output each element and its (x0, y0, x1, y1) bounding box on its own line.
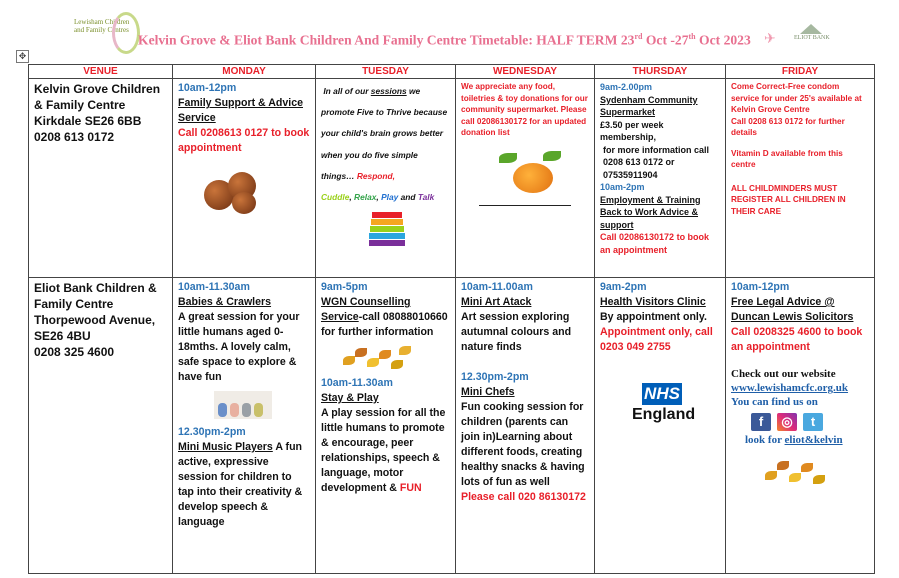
venue-phone: 0208 325 4600 (34, 345, 115, 359)
session-title: Supermarket (600, 107, 656, 117)
booking-call: Call 02086130172 to book an appointment (600, 232, 710, 255)
booking-call: Call 0208613 0127 to book appointment (178, 127, 310, 154)
venue-line: Family Centre (34, 297, 114, 311)
session-time: 10am-11.30am (321, 377, 393, 389)
session-title: support (600, 219, 634, 230)
comma: , (376, 192, 382, 203)
eb-monday-cell (173, 278, 316, 574)
kg-monday-cell (173, 79, 316, 278)
title-mid: Oct -27 (642, 32, 689, 48)
info-contact: for more information call 0208 613 0172 or 07535911904 (603, 144, 710, 180)
page-title (138, 32, 751, 49)
session-title: Babies & Crawlers (178, 296, 272, 308)
membership-price: £3.50 per week membership, (600, 119, 664, 142)
venue-phone: 0208 613 0172 (34, 130, 115, 144)
venue-line: Eliot Bank Children & (34, 281, 157, 295)
cuddle: Cuddle (321, 192, 350, 203)
session-time: 9am-2.00pm (600, 82, 653, 92)
session-title: Mini Art Atack (461, 296, 532, 308)
title-main: Kelvin Grove & Eliot Bank Children And Family Centre Timetable: HALF TERM 23 (138, 32, 635, 48)
booking-call: Call 0208325 4600 to book an appointment (731, 326, 863, 353)
session-time: 10am-11.00am (461, 281, 533, 293)
details-call: Call 0208 613 0172 for further details (731, 116, 845, 137)
session-time: 12.30pm-2pm (178, 426, 246, 438)
nhs-england-logo (632, 383, 696, 425)
session-title: Service (321, 311, 359, 323)
venue-line: SE26 4BU (34, 329, 91, 343)
session-title: Back to Work Advice & (600, 207, 699, 217)
eb-tuesday-cell (316, 278, 456, 574)
booking-call: Appointment only, call 0203 049 2755 (600, 326, 713, 353)
kg-tuesday-cell (316, 79, 456, 278)
and: and (398, 192, 418, 203)
title-sup-th: th (688, 32, 696, 41)
session-title: WGN Counselling (321, 296, 411, 308)
venue-line: Thorpewood Avenue, (34, 313, 156, 327)
session-title: Duncan Lewis Solicitors (731, 311, 854, 323)
autumn-leaves-icon (343, 344, 413, 376)
house-icon (800, 24, 822, 34)
five-to-thrive-blocks-icon (369, 212, 405, 246)
session-time: 10am-12pm (731, 281, 790, 293)
lewisham-cfc-logo (72, 12, 134, 48)
eb-wednesday-cell (456, 278, 595, 574)
page-header (72, 10, 842, 56)
venue-kelvin-grove (29, 79, 173, 278)
fun-text: FUN (399, 482, 422, 494)
logo-swirl-icon (112, 12, 140, 54)
relax: Relax (354, 192, 377, 203)
col-wednesday: WEDNESDAY (456, 65, 595, 79)
england-text: England (632, 406, 696, 423)
condom-service-notice: Come Correct-Free condom service for under 25's available at Kelvin Grove Centre (731, 82, 862, 114)
t1b: we promote Five to Thrive because your child's brain grows better when you do five simple things… (321, 86, 448, 181)
session-desc: A fun active, expressive session for children to tap into their creativity & develop speech & language (178, 441, 303, 528)
respond: Respond, (356, 170, 395, 181)
eb-friday-cell (726, 278, 875, 574)
chestnut-icon (204, 172, 264, 216)
talk: Talk (417, 192, 435, 203)
booking-call: Please call 020 86130172 (461, 491, 586, 503)
nhs-logo-text: NHS (642, 383, 682, 405)
kg-friday-cell (726, 79, 875, 278)
session-desc: By appointment only. (600, 311, 707, 323)
website-link[interactable]: www.lewishamcfc.org.uk (731, 382, 849, 394)
session-title: Service (178, 112, 216, 124)
session-time: 12.30pm-2pm (461, 371, 529, 383)
children-photo-icon (214, 391, 272, 419)
instagram-icon[interactable]: ◎ (777, 413, 797, 431)
donation-notice: We appreciate any food, toiletries & toy donations for our community supermarket. Please call 02086130172 for an updated donation list (461, 82, 588, 137)
facebook-icon[interactable]: f (751, 413, 771, 431)
session-time: 10am-11.30am (178, 281, 250, 293)
session-desc: Fun cooking session for children (parents can join in)Learning about different foods, creating healthy snacks & having lots of fun as well (461, 401, 585, 488)
session-title: Mini Music Players (178, 441, 273, 453)
venue-line: Kelvin Grove Children (34, 82, 161, 96)
eliot-bank-logo-text: ELIOT BANK (794, 35, 830, 41)
divider (479, 205, 571, 206)
bird-icon: ✈ (764, 30, 776, 46)
venue-line: & Family Centre (34, 98, 126, 112)
logo-text: Lewisham Children and Family Centres (74, 18, 130, 34)
t1u: sessions (370, 86, 407, 96)
title-end: Oct 2023 (695, 32, 751, 48)
pumpkin-icon (495, 149, 565, 199)
col-monday: MONDAY (173, 65, 316, 79)
eliot-bank-mark (794, 24, 830, 48)
session-title: Sydenham Community (600, 94, 698, 105)
website-prompt: Check out our website (731, 368, 836, 380)
col-venue: VENUE (29, 65, 173, 79)
social-prompt: You can find us on (731, 396, 818, 408)
childminder-notice: ALL CHILDMINDERS MUST REGISTER ALL CHILDREN IN THEIR CARE (731, 183, 846, 216)
session-desc: Art session exploring autumnal colours and nature finds (461, 311, 572, 353)
t1: In all of our (323, 86, 369, 96)
kg-wednesday-cell (456, 79, 595, 278)
comma: , (349, 192, 355, 203)
table-row (29, 79, 875, 278)
col-friday: FRIDAY (726, 65, 875, 79)
session-desc: A great session for your little humans aged 0-18mths. A lovely calm, safe space to explore & have fun (178, 311, 300, 383)
session-title: Free Legal Advice @ (731, 296, 835, 308)
timetable (28, 64, 875, 574)
table-move-handle-icon[interactable]: ✥ (16, 50, 29, 63)
session-title: Mini Chefs (461, 386, 515, 398)
col-thursday: THURSDAY (595, 65, 726, 79)
eb-thursday-cell (595, 278, 726, 574)
venue-eliot-bank (29, 278, 173, 574)
session-time: 10am-12pm (178, 82, 237, 94)
autumn-leaves-icon (765, 457, 835, 489)
table-row (29, 278, 875, 574)
venue-line: Kirkdale SE26 6BB (34, 114, 142, 128)
session-time: 9am-5pm (321, 281, 368, 293)
look-for-text: look for (745, 434, 785, 446)
session-title: Employment & Training (600, 194, 701, 205)
kg-thursday-cell (595, 79, 726, 278)
vitamin-d-notice: Vitamin D available from this centre (731, 148, 843, 169)
title-sup-rd: rd (634, 32, 643, 41)
session-desc: A play session for all the little humans to promote & encourage, peer relationships, speech & language, motor development & (321, 407, 446, 494)
session-time: 9am-2pm (600, 281, 647, 293)
play: Play (381, 192, 399, 203)
session-title: Health Visitors Clinic (600, 296, 706, 308)
eliot-bank-logo (764, 24, 836, 50)
session-desc: -call 08088010660 for further information (321, 311, 448, 338)
session-time: 10am-2pm (600, 182, 645, 192)
twitter-icon[interactable]: t (803, 413, 823, 431)
social-handle: eliot&kelvin (784, 434, 843, 446)
table-header-row (29, 65, 875, 79)
five-to-thrive-text (321, 81, 450, 208)
session-title: Stay & Play (321, 392, 379, 404)
session-title: Family Support & Advice (178, 97, 303, 109)
social-icons (751, 413, 869, 433)
col-tuesday: TUESDAY (316, 65, 456, 79)
